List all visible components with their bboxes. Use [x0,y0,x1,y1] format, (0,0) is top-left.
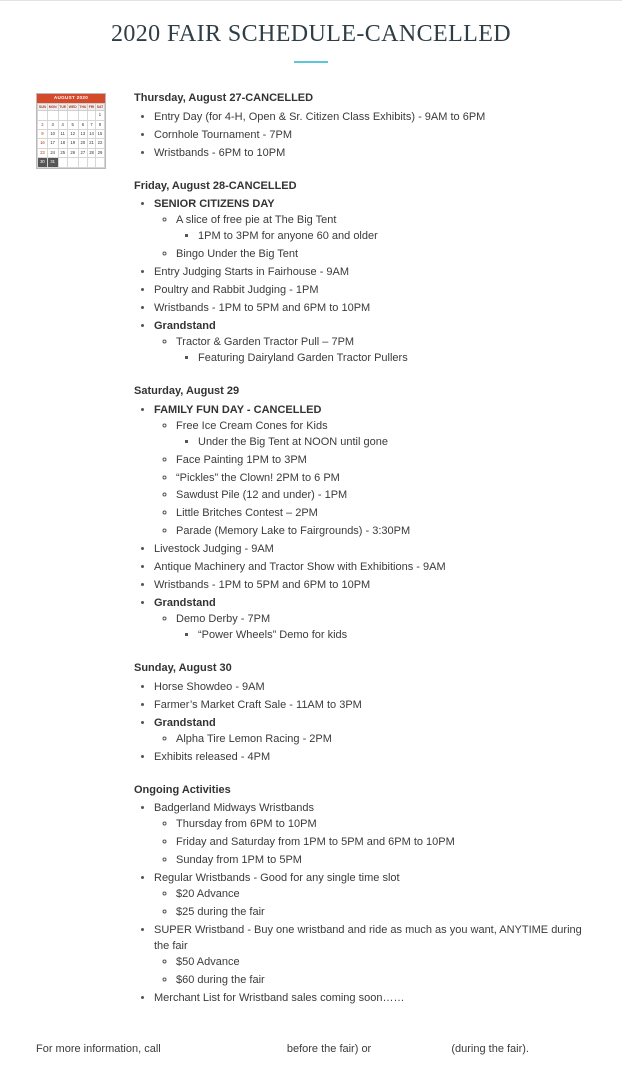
calendar-weekday: SAT [95,104,104,111]
list-item-label: Tractor & Garden Tractor Pull – 7PM [176,335,355,348]
list-item-label: Poultry and Rabbit Judging - 1PM [154,284,319,297]
redacted-phone-2 [374,1042,448,1053]
footer-lead: For more information, call [36,1042,161,1055]
schedule-list-level-2 [154,335,600,367]
list-item [154,283,600,299]
list-item-label: $20 Advance [176,888,240,901]
calendar-grid [37,103,105,167]
schedule-list-level-1 [134,680,600,766]
list-item [154,680,600,696]
footer-tail: (during the fair). [451,1042,529,1055]
list-item-label: $60 during the fair [176,973,265,986]
calendar-day-cell [58,111,67,120]
list-item [176,612,600,644]
list-item-label: Grandstand [154,320,216,333]
list-item-label: Farmer’s Market Craft Sale - 11AM to 3PM [154,698,362,711]
calendar-column [36,91,114,169]
calendar-day-cell: 4 [58,120,67,129]
list-item-label: SENIOR CITIZENS DAY [154,198,275,211]
list-item-label: Grandstand [154,597,216,610]
calendar-day-cell: 22 [95,139,104,148]
day-block [134,783,600,1007]
list-item-label: Friday and Saturday from 1PM to 5PM and 6PM to 10PM [176,836,455,849]
calendar-day-cell: 26 [67,148,78,157]
calendar-day-cell: 27 [78,148,88,157]
list-item-label: Under the Big Tent at NOON until gone [198,435,388,448]
list-item [176,732,600,748]
schedule-list-level-1 [134,197,600,366]
calendar-weekday: SUN [38,104,48,111]
schedule-list-level-3 [176,351,600,367]
list-item-label: Merchant List for Wristband sales coming soon…… [154,991,405,1004]
calendar-day-cell: 29 [95,148,104,157]
list-item-label: Demo Derby - 7PM [176,613,271,626]
list-item [154,265,600,281]
calendar-day-cell: 17 [47,139,58,148]
calendar-day-cell [67,111,78,120]
calendar-day-cell: 11 [58,129,67,138]
calendar-day-cell: 1 [95,111,104,120]
list-item [154,128,600,144]
schedule-list-level-2 [154,612,600,644]
calendar-day-cell: 25 [58,148,67,157]
title-block [0,1,622,63]
calendar-day-cell: 12 [67,129,78,138]
calendar-weekday: MON [47,104,58,111]
day-heading: Friday, August 28-CANCELLED [134,179,297,192]
calendar-day-cell: 8 [95,120,104,129]
list-item-label: 1PM to 3PM for anyone 60 and older [198,230,378,243]
calendar-day-cell: 28 [88,148,96,157]
august-2020-calendar [36,93,106,169]
list-item-label: Badgerland Midways Wristbands [154,802,314,815]
calendar-day-cell: 30 [38,158,48,167]
calendar-week-row [38,120,105,129]
schedule-column [114,91,600,1024]
calendar-day-cell: 31 [47,158,58,167]
calendar-day-cell: 15 [95,129,104,138]
list-item [176,973,600,989]
list-item-label: $25 during the fair [176,906,265,919]
list-item-label: Little Britches Contest – 2PM [176,507,318,520]
list-item [154,560,600,576]
list-item [176,419,600,451]
day-block [134,661,600,766]
list-item [176,247,600,263]
calendar-weekday: FRI [88,104,96,111]
schedule-list-level-1 [134,403,600,644]
calendar-weekday: TUE [58,104,67,111]
calendar-weekday: THU [78,104,88,111]
list-item [154,716,600,748]
list-item [176,524,600,540]
calendar-day-cell: 18 [58,139,67,148]
calendar-week-row [38,158,105,167]
calendar-day-cell [67,158,78,167]
schedule-list-level-1 [134,801,600,1006]
calendar-day-cell: 6 [78,120,88,129]
list-item [154,991,600,1007]
schedule-list-level-1 [134,110,600,162]
calendar-day-cell: 21 [88,139,96,148]
list-item-label: Alpha Tire Lemon Racing - 2PM [176,732,332,745]
list-item-label: Parade (Memory Lake to Fairgrounds) - 3:30PM [176,525,411,538]
list-item-label: Wristbands - 6PM to 10PM [154,146,286,159]
list-item [154,110,600,126]
list-item-label: Free Ice Cream Cones for Kids [176,419,328,432]
calendar-day-cell [58,158,67,167]
calendar-week-row [38,111,105,120]
list-item-label: $50 Advance [176,955,240,968]
calendar-day-cell: 14 [88,129,96,138]
footer-mid: before the fair) or [286,1042,372,1055]
list-item [198,628,600,644]
calendar-day-cell: 16 [38,139,48,148]
calendar-day-cell: 24 [47,148,58,157]
list-item-label: Exhibits released - 4PM [154,750,271,763]
day-heading: Thursday, August 27-CANCELLED [134,91,314,104]
calendar-day-cell [47,111,58,120]
list-item [154,578,600,594]
calendar-day-cell [78,111,88,120]
list-item [176,471,600,487]
list-item-label: Sawdust Pile (12 and under) - 1PM [176,489,348,502]
list-item-label: Regular Wristbands - Good for any single time slot [154,872,400,885]
list-item [176,905,600,921]
list-item [154,319,600,367]
list-item [154,698,600,714]
calendar-week-row [38,148,105,157]
schedule-list-level-2 [154,887,600,921]
day-block [134,384,600,644]
list-item [154,301,600,317]
list-item [154,923,600,989]
list-item [154,871,600,921]
calendar-day-cell: 2 [38,120,48,129]
schedule-list-level-2 [154,419,600,541]
schedule-list-level-3 [176,229,600,245]
list-item [176,853,600,869]
list-item-label: Wristbands - 1PM to 5PM and 6PM to 10PM [154,302,371,315]
calendar-day-cell: 5 [67,120,78,129]
list-item-label: “Power Wheels” Demo for kids [198,628,348,641]
list-item [176,817,600,833]
list-item-label: Entry Judging Starts in Fairhouse - 9AM [154,266,350,279]
list-item-label: Sunday from 1PM to 5PM [176,854,302,867]
list-item [176,955,600,971]
list-item-label: Livestock Judging - 9AM [154,543,274,556]
list-item-label: “Pickles” the Clown! 2PM to 6 PM [176,471,340,484]
list-item-label: SUPER Wristband - Buy one wristband and ride as much as you want, ANYTIME during the fair [154,924,582,952]
page-title: 2020 FAIR SCHEDULE-CANCELLED [110,21,512,47]
calendar-weekday: WED [67,104,78,111]
calendar-day-cell: 7 [88,120,96,129]
day-block [134,91,600,162]
schedule-list-level-2 [154,817,600,869]
calendar-day-cell [38,111,48,120]
calendar-day-cell: 23 [38,148,48,157]
day-heading: Sunday, August 30 [134,661,232,674]
calendar-day-cell [95,158,104,167]
list-item [176,213,600,245]
list-item [154,146,600,162]
calendar-title: AUGUST 2020 [37,94,105,104]
list-item-label: Cornhole Tournament - 7PM [154,128,292,141]
list-item [154,403,600,541]
calendar-weekday-row [38,104,105,111]
calendar-day-cell [88,158,96,167]
schedule-list-level-2 [154,732,600,748]
list-item [176,835,600,851]
list-item-label: Grandstand [154,716,216,729]
calendar-day-cell: 10 [47,129,58,138]
list-item-label: FAMILY FUN DAY - CANCELLED [154,403,322,416]
redacted-phone-1 [164,1042,284,1053]
calendar-day-cell: 9 [38,129,48,138]
list-item [198,351,600,367]
footer-contact [0,1024,622,1068]
list-item-label: A slice of free pie at The Big Tent [176,214,337,227]
list-item [176,453,600,469]
list-item-label: Featuring Dairyland Garden Tractor Pullers [198,351,408,364]
day-heading: Ongoing Activities [134,783,231,796]
list-item [154,542,600,558]
list-item [176,887,600,903]
list-item [198,435,600,451]
schedule-list-level-3 [176,628,600,644]
list-item [154,197,600,263]
list-item-label: Bingo Under the Big Tent [176,248,299,261]
list-item-label: Wristbands - 1PM to 5PM and 6PM to 10PM [154,579,371,592]
calendar-day-cell: 13 [78,129,88,138]
list-item [154,801,600,869]
calendar-day-cell [78,158,88,167]
schedule-list-level-3 [176,435,600,451]
list-item [154,596,600,644]
list-item-label: Face Painting 1PM to 3PM [176,453,307,466]
calendar-day-cell [88,111,96,120]
list-item-label: Antique Machinery and Tractor Show with Exhibitions - 9AM [154,561,446,574]
calendar-week-row [38,139,105,148]
list-item [176,506,600,522]
list-item-label: Horse Showdeo - 9AM [154,680,265,693]
list-item [198,229,600,245]
schedule-list-level-2 [154,955,600,989]
list-item [154,750,600,766]
list-item-label: Entry Day (for 4-H, Open & Sr. Citizen Class Exhibits) - 9AM to 6PM [154,110,486,123]
list-item [176,488,600,504]
list-item-label: Thursday from 6PM to 10PM [176,818,317,831]
calendar-day-cell: 3 [47,120,58,129]
calendar-body [38,111,105,167]
day-heading: Saturday, August 29 [134,384,240,397]
list-item [176,335,600,367]
schedule-list-level-2 [154,213,600,263]
calendar-day-cell: 20 [78,139,88,148]
calendar-week-row [38,129,105,138]
calendar-day-cell: 19 [67,139,78,148]
content-area [0,63,622,1024]
day-block [134,179,600,367]
